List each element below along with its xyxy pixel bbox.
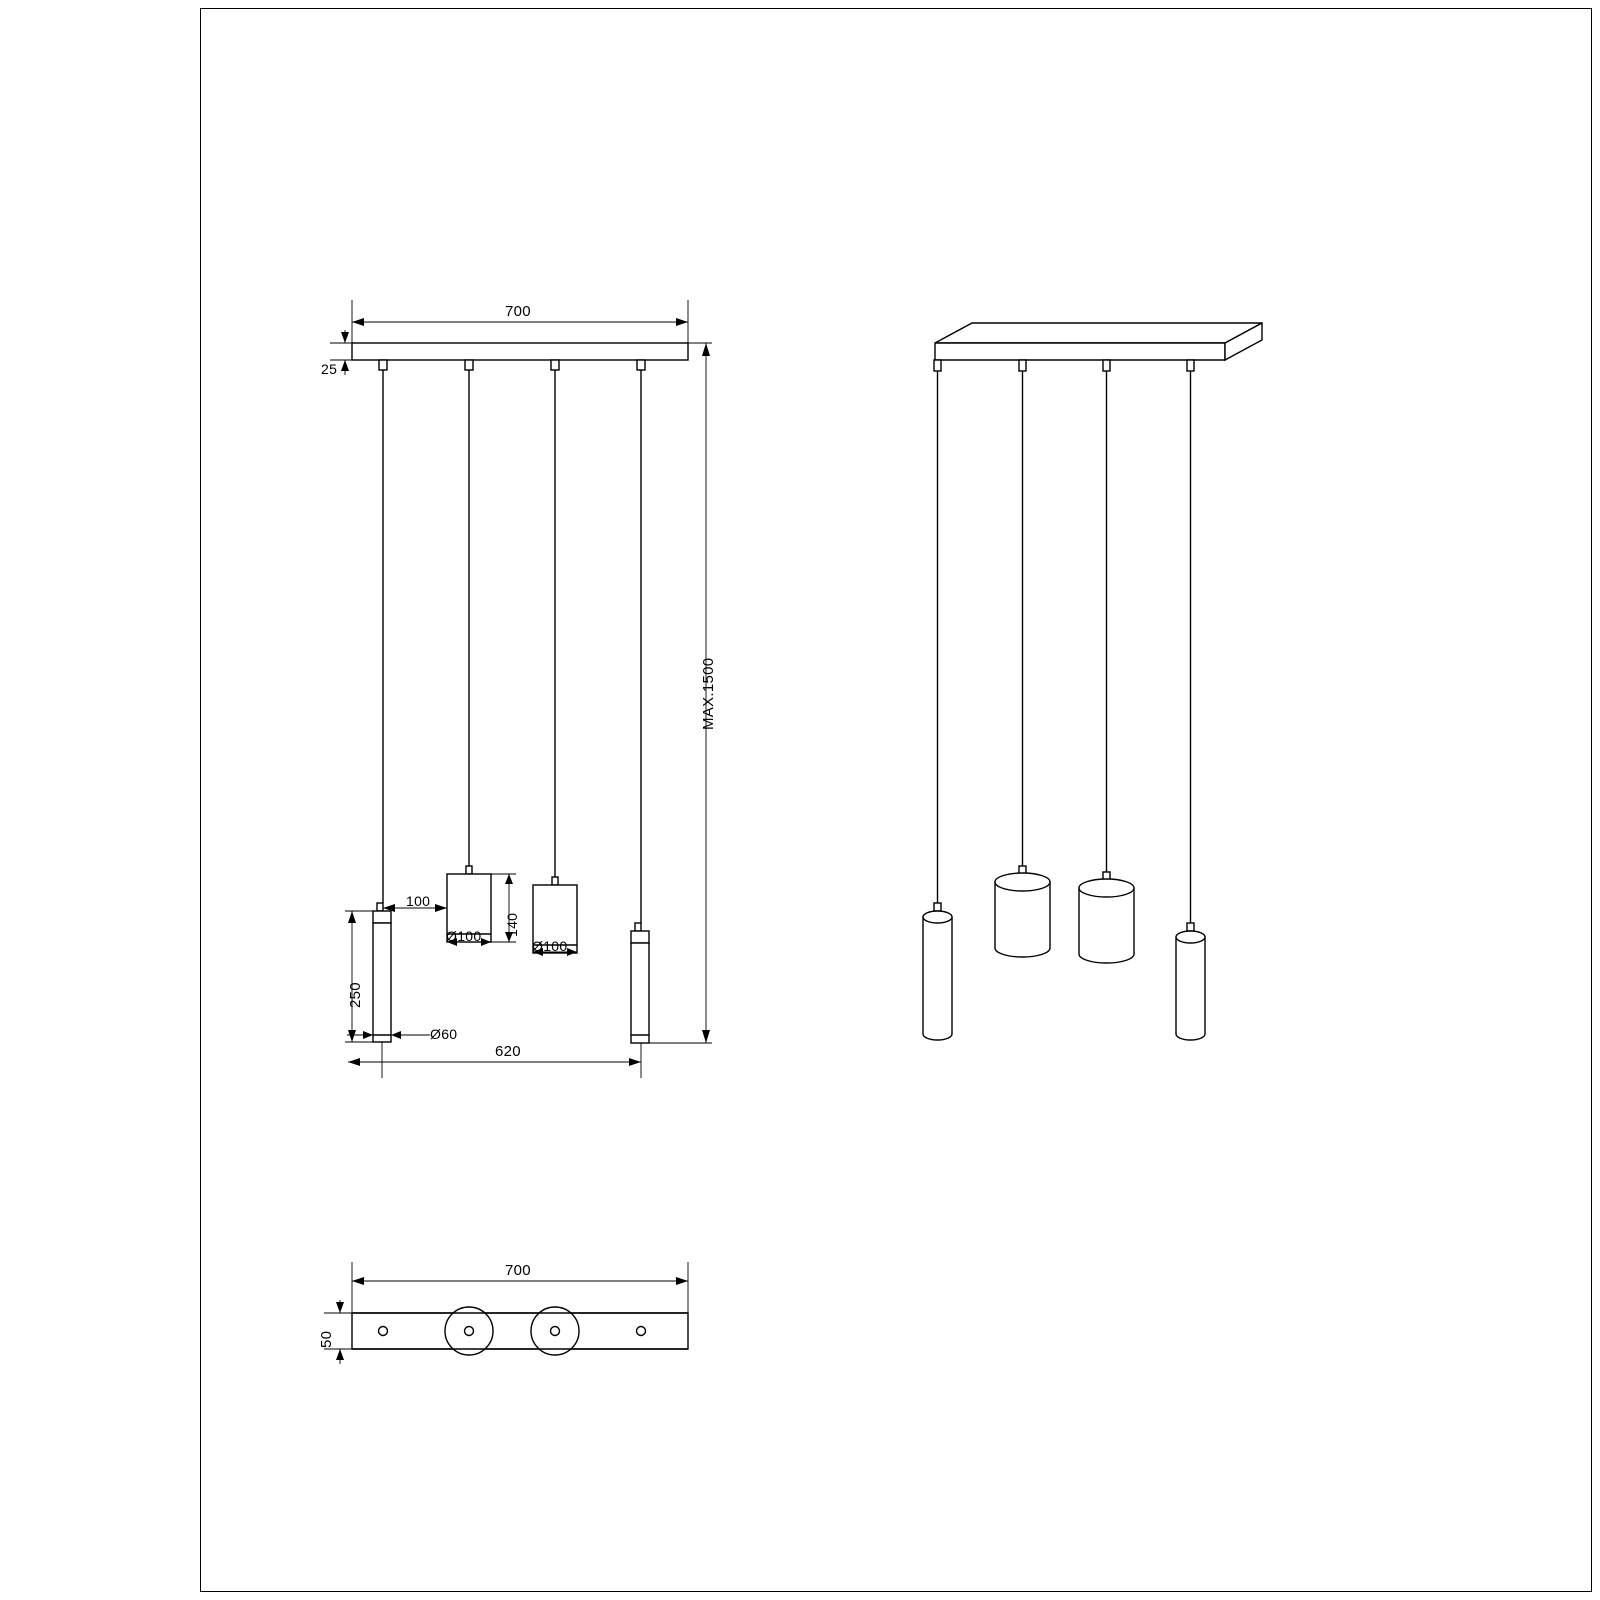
dim-label-shade-short-height: 140 [504,912,520,937]
dim-label-plan-depth: 50 [318,1330,335,1348]
dim-label-diameter-60: Ø60 [430,1026,458,1042]
dim-label-diameter-100-a: Ø100 [446,928,482,944]
dim-label-plan-width: 700 [505,1262,531,1279]
view-perspective [923,323,1262,1040]
dim-label-offset-100: 100 [406,893,431,909]
dim-label-max-drop: MAX.1500 [700,657,717,730]
dim-label-diameter-100-b: Ø100 [532,938,568,954]
dim-label-canopy-width: 700 [505,303,531,320]
dim-label-canopy-thickness: 25 [321,361,338,377]
view-front [330,300,712,1078]
dim-label-shade-long-height: 250 [347,982,364,1008]
dim-label-span-620: 620 [495,1043,521,1060]
